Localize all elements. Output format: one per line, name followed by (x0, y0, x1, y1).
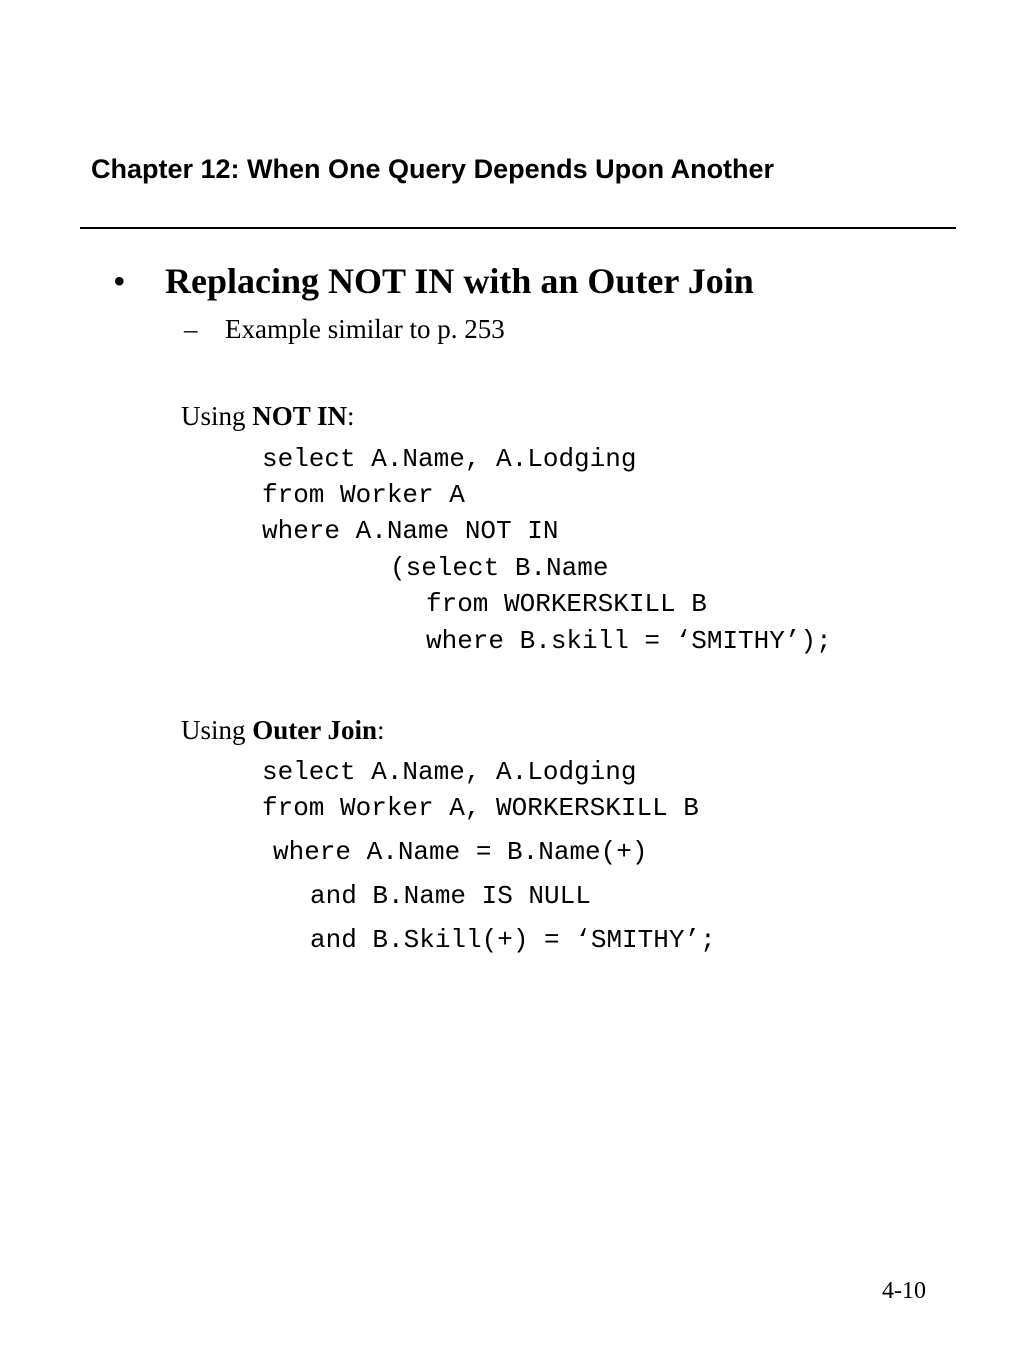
code-line: and B.Name IS NULL (310, 881, 591, 911)
code-line: from WORKERSKILL B (426, 589, 707, 619)
not-in-label-suffix: : (347, 401, 355, 431)
code-line: select A.Name, A.Lodging (262, 444, 637, 474)
page-number: 4-10 (882, 1278, 926, 1304)
not-in-label-prefix: Using (181, 401, 253, 431)
header-divider (80, 227, 956, 229)
code-line: where A.Name NOT IN (262, 516, 559, 546)
not-in-label-bold: NOT IN (252, 401, 348, 431)
code-line: from Worker A (262, 480, 465, 510)
dash-icon: – (184, 314, 198, 344)
sub-item-text: Example similar to p. 253 (225, 314, 505, 344)
code-line: where B.skill = ‘SMITHY’); (426, 626, 832, 656)
outer-join-label-suffix: : (377, 715, 385, 745)
bullet-heading: Replacing NOT IN with an Outer Join (165, 261, 754, 301)
outer-join-label (181, 713, 385, 747)
code-line: from Worker A, WORKERSKILL B (262, 793, 699, 823)
not-in-label (181, 399, 355, 433)
code-line: (select B.Name (390, 553, 609, 583)
outer-join-label-bold: Outer Join (252, 715, 378, 745)
outer-join-label-prefix: Using (181, 715, 253, 745)
code-line: select A.Name, A.Lodging (262, 757, 637, 787)
code-line: where A.Name = B.Name(+) (273, 837, 648, 867)
chapter-title: Chapter 12: When One Query Depends Upon Another (91, 154, 775, 184)
bullet-icon: • (113, 261, 126, 301)
code-line: and B.Skill(+) = ‘SMITHY’; (310, 925, 716, 955)
